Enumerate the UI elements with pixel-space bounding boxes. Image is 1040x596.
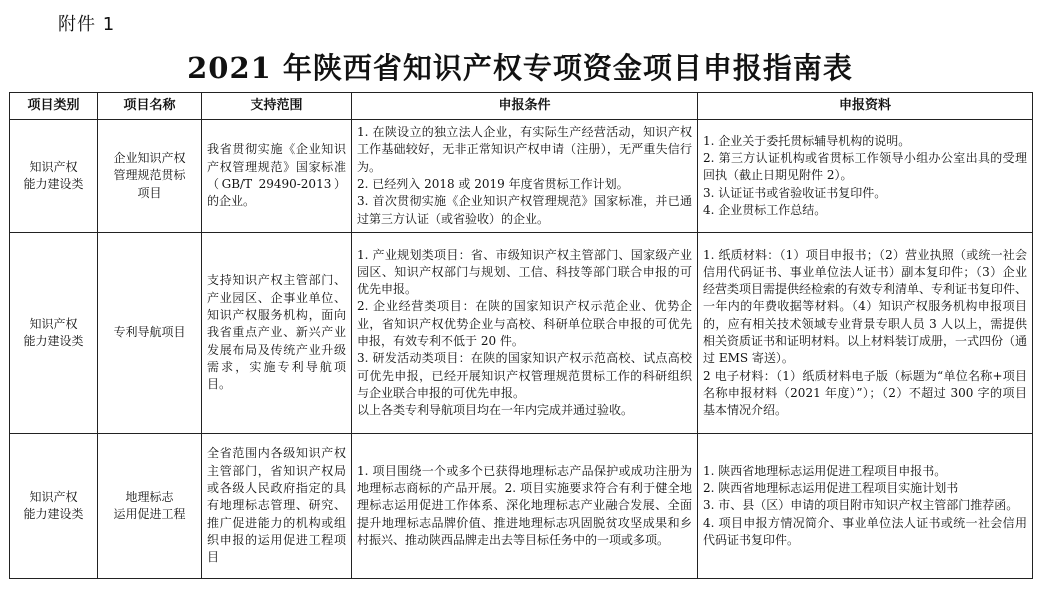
- condition-item: 1. 项目围绕一个或多个已获得地理标志产品保护或成功注册为地理标志商标的产品开展。2. 项目实施要求符合有利于健全地理标志运用促进工作体系、深化地理标志产业融合发展、全面提升地理标志品牌价值、推进地理标志巩固脱贫攻坚成果和乡村振兴、推动陕西品牌走出去等目标任务中的一项或多项。: [357, 463, 692, 547]
- header-scope: 支持范围: [202, 93, 352, 120]
- condition-item: 1. 产业规划类项目：省、市级知识产权主管部门、国家级产业园区、知识产权部门与规划、工信、科技等部门联合申报的可优先申报。: [357, 247, 692, 297]
- cell-project-name: [98, 434, 202, 579]
- material-item: 4. 企业贯标工作总结。: [703, 202, 827, 217]
- condition-item: 2. 企业经营类项目：在陕的国家知识产权示范企业、优势企业，省知识产权优势企业与高校、科研单位联合申报的可优先申报，有效专利不低于 20 件。: [357, 299, 692, 348]
- cell-category: [10, 233, 98, 434]
- material-item: 1. 纸质材料：（1）项目申报书；（2）营业执照（或统一社会信用代码证书、事业单位法人证书）副本复印件；（3）企业经营类项目需提供经检索的有效专利清单、专利证书复印件、一年内的年费收据等材料。（4）知识产权服务机构申报项目的，应有相关技术领域专业背景专职人员 3 人以上，需提供相关资质证书和证明材料。以上材料装订成册，一式四份（通过 EMS 寄送）。: [703, 247, 1028, 366]
- material-item: 3. 认证证书或省验收证书复印件。: [703, 185, 887, 200]
- project-name-line: 管理规范贯标: [113, 168, 186, 183]
- material-item: 2. 陕西省地理标志运用促进工程项目实施计划书: [703, 481, 959, 496]
- project-name-line: 地理标志: [125, 489, 174, 504]
- cell-materials: [698, 233, 1033, 434]
- condition-item: 2. 已经列入 2018 或 2019 年度省贯标工作计划。: [357, 177, 629, 191]
- cell-materials: [698, 434, 1033, 579]
- header-name: 项目名称: [98, 93, 202, 120]
- condition-item: 以上各类专利导航项目均在一年内完成并通过验收。: [357, 403, 634, 418]
- table-row: [10, 434, 1033, 579]
- header-category: 项目类别: [10, 93, 98, 120]
- condition-item: 1. 在陕设立的独立法人企业，有实际生产经营活动，知识产权工作基础较好，无非正常知识产权申请（注册），无严重失信行为。: [357, 125, 692, 174]
- project-name-line: 企业知识产权: [113, 151, 186, 166]
- category-line: 知识产权: [29, 489, 78, 504]
- cell-project-name: [98, 233, 202, 434]
- cell-project-name: [98, 120, 202, 233]
- material-item: 2. 第三方认证机构或省贯标工作领导小组办公室出具的受理回执（截止日期见附件 2）。: [703, 151, 1027, 183]
- cell-conditions: [352, 233, 698, 434]
- cell-category: [10, 434, 98, 579]
- header-conditions: 申报条件: [352, 93, 698, 120]
- cell-scope: 我省贯彻实施《企业知识产权管理规范》国家标准（GB/T 29490-2013）的企业。: [202, 120, 352, 233]
- category-line: 能力建设类: [23, 507, 84, 521]
- material-item: 3. 市、县（区）申请的项目附市知识产权主管部门推荐函。: [703, 498, 1019, 513]
- table-row: [10, 120, 1033, 233]
- category-line: 知识产权: [29, 159, 78, 174]
- attachment-label: 附件 1: [58, 14, 116, 35]
- project-name-line: 专利导航项目: [113, 325, 186, 340]
- cell-scope: 全省范围内各级知识产权主管部门，省知识产权局或各级人民政府指定的具有地理标志管理、研究、推广促进能力的机构或组织申报的运用促进工程项目: [202, 434, 352, 579]
- table-header-row: [10, 93, 1033, 120]
- cell-category: [10, 120, 98, 233]
- condition-item: 3. 研发活动类项目：在陕的国家知识产权示范高校、试点高校可优先申报，已经开展知识产权管理规范贯标工作的科研组织与企业联合申报的可优先申报。: [357, 351, 692, 400]
- category-line: 知识产权: [29, 316, 78, 331]
- category-line: 能力建设类: [23, 334, 84, 348]
- material-item: 4. 项目申报方情况简介、事业单位法人证书或统一社会信用代码证书复印件。: [703, 515, 1027, 547]
- header-materials: 申报资料: [698, 93, 1033, 120]
- page-title: 2021 年陕西省知识产权专项资金项目申报指南表: [187, 51, 853, 85]
- material-item: 1. 企业关于委托贯标辅导机构的说明。: [703, 133, 911, 148]
- cell-scope: 支持知识产权主管部门、产业园区、企事业单位、知识产权服务机构，面向我省重点产业、新兴产业发展布局及传统产业升级需求，实施专利导航项目。: [202, 233, 352, 434]
- condition-item: 3. 首次贯彻实施《企业知识产权管理规范》国家标准，并已通过第三方认证（或省验收）的企业。: [357, 194, 692, 226]
- project-name-line: 项目: [137, 185, 162, 200]
- cell-conditions: [352, 120, 698, 233]
- guide-table: [9, 92, 1033, 579]
- cell-conditions: [352, 434, 698, 579]
- project-name-line: 运用促进工程: [113, 507, 186, 521]
- cell-materials: [698, 120, 1033, 233]
- material-item: 2 电子材料：（1）纸质材料电子版（标题为“单位名称+项目名称申报材料（2021 年度）”）；（2）不超过 300 字的项目基本情况介绍。: [703, 368, 1027, 418]
- category-line: 能力建设类: [23, 177, 84, 191]
- material-item: 1. 陕西省地理标志运用促进工程项目申报书。: [703, 463, 947, 478]
- table-row: [10, 233, 1033, 434]
